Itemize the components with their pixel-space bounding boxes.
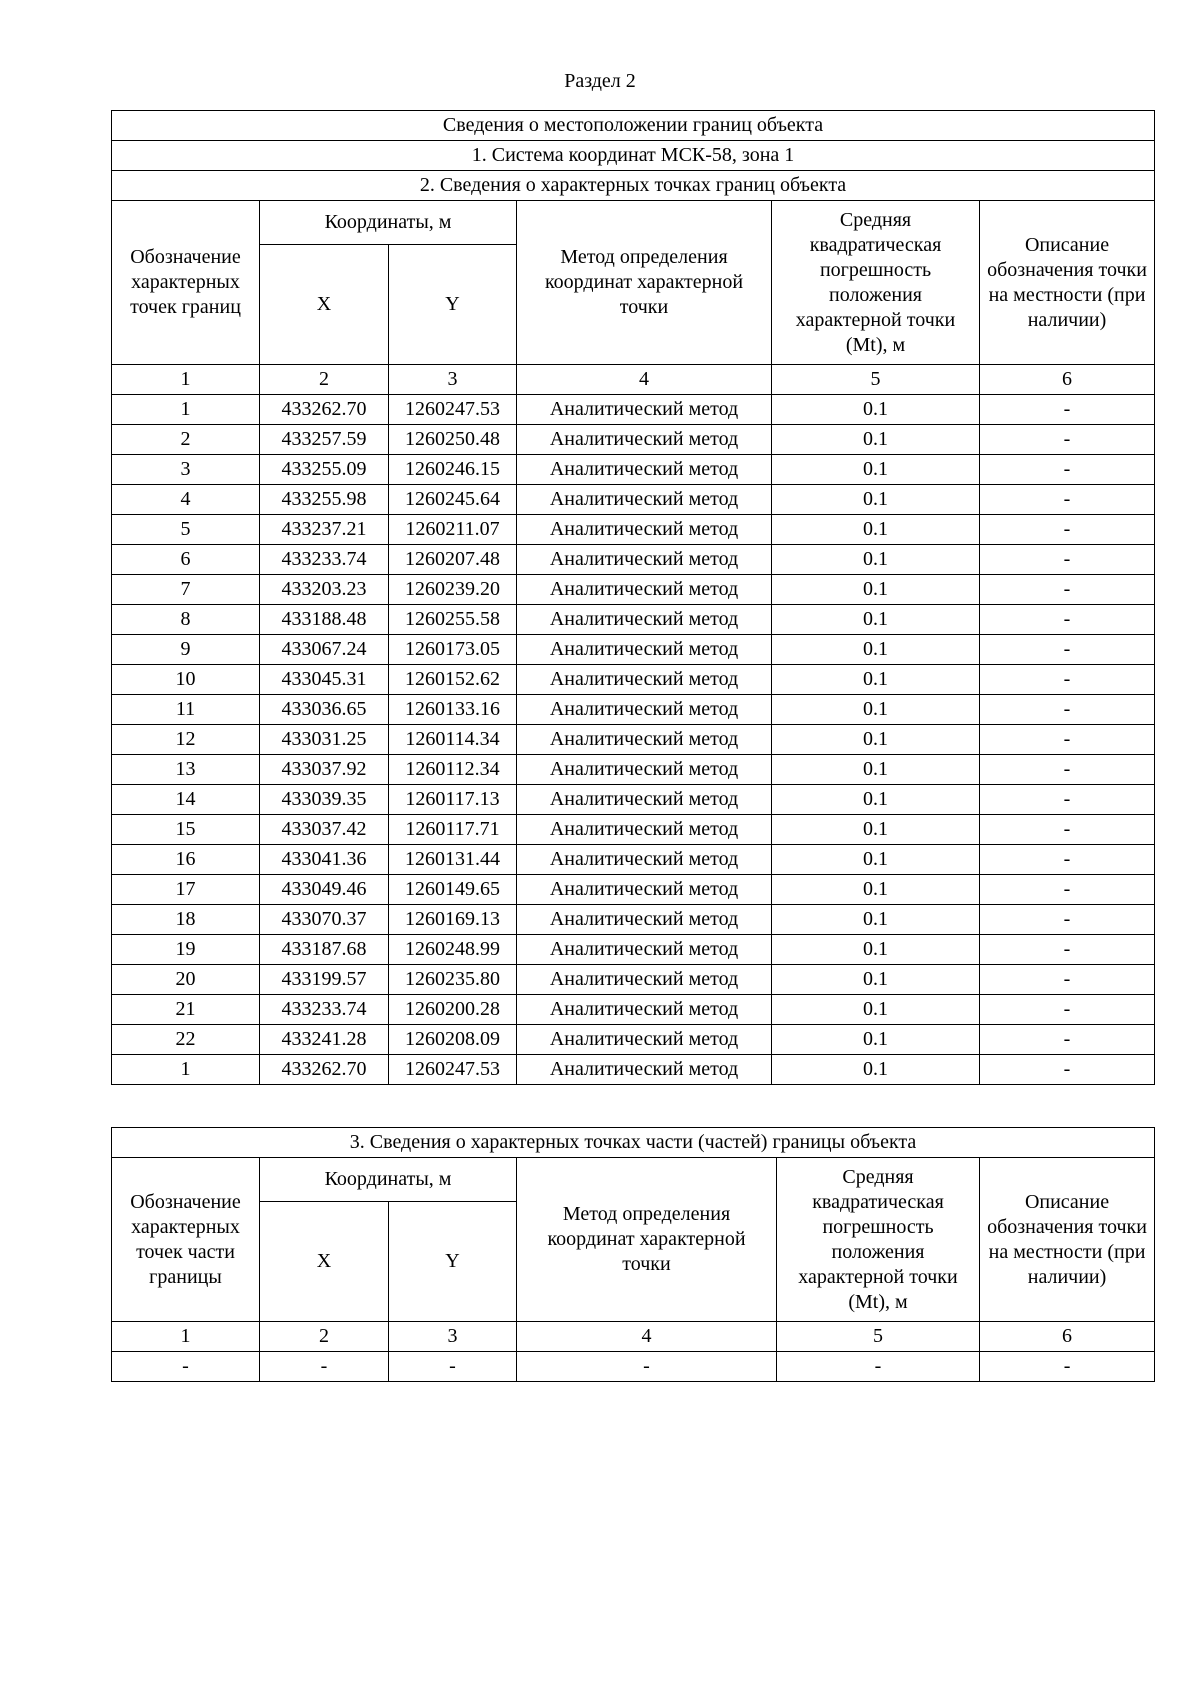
header-accuracy: Средняя квадратическая погрешность положения характерной точки (Mt), м [772,201,980,365]
method-cell: Аналитический метод [517,755,772,785]
table-row [112,635,1155,665]
description-cell: - [980,995,1155,1025]
point-id-cell: 2 [112,425,260,455]
column-number: 1 [112,365,260,395]
column-number: 4 [517,1322,777,1352]
point-id-cell: 8 [112,605,260,635]
y-cell: - [389,1352,517,1382]
header-designation: Обозначение характерных точек границ [112,201,260,365]
description-cell: - [980,1025,1155,1055]
x-cell: 433187.68 [260,935,389,965]
x-cell: 433049.46 [260,875,389,905]
table-row [112,1025,1155,1055]
y-cell: 1260235.80 [389,965,517,995]
method-cell: Аналитический метод [517,425,772,455]
accuracy-cell: 0.1 [772,485,980,515]
x-cell: 433257.59 [260,425,389,455]
y-cell: 1260149.65 [389,875,517,905]
header-description: Описание обозначения точки на местности (при наличии) [980,1158,1155,1322]
method-cell: Аналитический метод [517,845,772,875]
column-number: 2 [260,1322,389,1352]
x-cell: 433203.23 [260,575,389,605]
table-row [112,875,1155,905]
column-number: 3 [389,365,517,395]
y-cell: 1260248.99 [389,935,517,965]
table-row [112,995,1155,1025]
header-accuracy: Средняя квадратическая погрешность положения характерной точки (Mt), м [777,1158,980,1322]
description-cell: - [980,875,1155,905]
point-id-cell: 14 [112,785,260,815]
description-cell: - [980,815,1155,845]
point-id-cell: 6 [112,545,260,575]
y-cell: 1260246.15 [389,455,517,485]
points-title: 2. Сведения о характерных точках границ объекта [112,171,1155,201]
method-cell: Аналитический метод [517,905,772,935]
point-id-cell: 16 [112,845,260,875]
table-row [112,515,1155,545]
y-cell: 1260239.20 [389,575,517,605]
y-cell: 1260247.53 [389,1055,517,1085]
y-cell: 1260133.16 [389,695,517,725]
table-row [112,695,1155,725]
accuracy-cell: 0.1 [772,965,980,995]
x-cell: 433241.28 [260,1025,389,1055]
header-x: X [260,1202,389,1322]
description-cell: - [980,605,1155,635]
point-id-cell: 7 [112,575,260,605]
description-cell: - [980,935,1155,965]
x-cell: 433037.92 [260,755,389,785]
accuracy-cell: 0.1 [772,875,980,905]
column-number: 4 [517,365,772,395]
table-row [112,485,1155,515]
column-numbers-row [112,1322,1155,1352]
point-id-cell: 12 [112,725,260,755]
description-cell: - [980,455,1155,485]
method-cell: Аналитический метод [517,575,772,605]
accuracy-cell: 0.1 [772,815,980,845]
method-cell: Аналитический метод [517,395,772,425]
table-row [112,785,1155,815]
method-cell: Аналитический метод [517,725,772,755]
x-cell: 433262.70 [260,1055,389,1085]
column-number: 5 [777,1322,980,1352]
description-cell: - [980,665,1155,695]
y-cell: 1260255.58 [389,605,517,635]
table-row [112,755,1155,785]
column-number: 6 [980,365,1155,395]
x-cell: 433031.25 [260,725,389,755]
column-number: 5 [772,365,980,395]
description-cell: - [980,515,1155,545]
y-cell: 1260114.34 [389,725,517,755]
x-cell: 433233.74 [260,545,389,575]
method-cell: Аналитический метод [517,605,772,635]
table-row [112,965,1155,995]
y-cell: 1260152.62 [389,665,517,695]
description-cell: - [980,845,1155,875]
accuracy-cell: 0.1 [772,995,980,1025]
accuracy-cell: 0.1 [772,665,980,695]
method-cell: Аналитический метод [517,875,772,905]
header-method: Метод определения координат характерной точки [517,1158,777,1322]
method-cell: - [517,1352,777,1382]
x-cell: 433255.98 [260,485,389,515]
accuracy-cell: - [777,1352,980,1382]
x-cell: 433041.36 [260,845,389,875]
accuracy-cell: 0.1 [772,935,980,965]
description-cell: - [980,695,1155,725]
table-row [112,605,1155,635]
x-cell: 433262.70 [260,395,389,425]
point-id-cell: 21 [112,995,260,1025]
y-cell: 1260112.34 [389,755,517,785]
description-cell: - [980,905,1155,935]
x-cell: 433045.31 [260,665,389,695]
point-id-cell: 22 [112,1025,260,1055]
accuracy-cell: 0.1 [772,695,980,725]
description-cell: - [980,545,1155,575]
table-row [112,665,1155,695]
header-y: Y [389,245,517,365]
accuracy-cell: 0.1 [772,785,980,815]
y-cell: 1260247.53 [389,395,517,425]
method-cell: Аналитический метод [517,665,772,695]
table-row [112,1055,1155,1085]
y-cell: 1260169.13 [389,905,517,935]
x-cell: 433237.21 [260,515,389,545]
column-number: 3 [389,1322,517,1352]
method-cell: Аналитический метод [517,1055,772,1085]
point-id-cell: 9 [112,635,260,665]
point-id-cell: 3 [112,455,260,485]
point-id-cell: 1 [112,1055,260,1085]
description-cell: - [980,425,1155,455]
y-cell: 1260208.09 [389,1025,517,1055]
table-row [112,845,1155,875]
method-cell: Аналитический метод [517,1025,772,1055]
x-cell: 433037.42 [260,815,389,845]
y-cell: 1260117.13 [389,785,517,815]
description-cell: - [980,965,1155,995]
point-id-cell: 18 [112,905,260,935]
accuracy-cell: 0.1 [772,425,980,455]
accuracy-cell: 0.1 [772,605,980,635]
column-number: 6 [980,1322,1155,1352]
table-row [112,725,1155,755]
partial-boundary-table [111,1127,1155,1382]
x-cell: 433039.35 [260,785,389,815]
y-cell: 1260131.44 [389,845,517,875]
partial-points-title: 3. Сведения о характерных точках части (частей) границы объекта [112,1128,1155,1158]
point-id-cell: 19 [112,935,260,965]
column-number: 2 [260,365,389,395]
method-cell: Аналитический метод [517,515,772,545]
y-cell: 1260245.64 [389,485,517,515]
x-cell: 433036.65 [260,695,389,725]
y-cell: 1260117.71 [389,815,517,845]
accuracy-cell: 0.1 [772,455,980,485]
description-cell: - [980,395,1155,425]
section-title: Раздел 2 [564,70,636,92]
y-cell: 1260207.48 [389,545,517,575]
table-row [112,575,1155,605]
table-row [112,1352,1155,1382]
accuracy-cell: 0.1 [772,515,980,545]
point-id-cell: - [112,1352,260,1382]
header-designation: Обозначение характерных точек части границы [112,1158,260,1322]
table-row [112,545,1155,575]
method-cell: Аналитический метод [517,485,772,515]
point-id-cell: 13 [112,755,260,785]
x-cell: 433255.09 [260,455,389,485]
method-cell: Аналитический метод [517,545,772,575]
header-y: Y [389,1202,517,1322]
method-cell: Аналитический метод [517,815,772,845]
table-row [112,935,1155,965]
column-numbers-row [112,365,1155,395]
header-coordinates: Координаты, м [260,1158,517,1202]
x-cell: 433070.37 [260,905,389,935]
table-row [112,905,1155,935]
table-row [112,395,1155,425]
point-id-cell: 4 [112,485,260,515]
header-coordinates: Координаты, м [260,201,517,245]
accuracy-cell: 0.1 [772,395,980,425]
method-cell: Аналитический метод [517,455,772,485]
coordinate-system: 1. Система координат МСК-58, зона 1 [112,141,1155,171]
point-id-cell: 1 [112,395,260,425]
header-method: Метод определения координат характерной точки [517,201,772,365]
method-cell: Аналитический метод [517,635,772,665]
y-cell: 1260250.48 [389,425,517,455]
table-row [112,455,1155,485]
table-row [112,425,1155,455]
description-cell: - [980,1352,1155,1382]
header-x: X [260,245,389,365]
description-cell: - [980,725,1155,755]
method-cell: Аналитический метод [517,965,772,995]
point-id-cell: 5 [112,515,260,545]
point-id-cell: 20 [112,965,260,995]
y-cell: 1260211.07 [389,515,517,545]
method-cell: Аналитический метод [517,695,772,725]
accuracy-cell: 0.1 [772,545,980,575]
method-cell: Аналитический метод [517,935,772,965]
x-cell: - [260,1352,389,1382]
x-cell: 433188.48 [260,605,389,635]
description-cell: - [980,1055,1155,1085]
header-description: Описание обозначения точки на местности (при наличии) [980,201,1155,365]
description-cell: - [980,755,1155,785]
x-cell: 433199.57 [260,965,389,995]
accuracy-cell: 0.1 [772,635,980,665]
point-id-cell: 11 [112,695,260,725]
description-cell: - [980,485,1155,515]
description-cell: - [980,785,1155,815]
accuracy-cell: 0.1 [772,725,980,755]
x-cell: 433233.74 [260,995,389,1025]
accuracy-cell: 0.1 [772,755,980,785]
y-cell: 1260200.28 [389,995,517,1025]
point-id-cell: 10 [112,665,260,695]
accuracy-cell: 0.1 [772,905,980,935]
table-caption: Сведения о местоположении границ объекта [112,111,1155,141]
accuracy-cell: 0.1 [772,1025,980,1055]
accuracy-cell: 0.1 [772,845,980,875]
method-cell: Аналитический метод [517,785,772,815]
table-row [112,815,1155,845]
boundary-table [111,110,1155,1085]
point-id-cell: 17 [112,875,260,905]
accuracy-cell: 0.1 [772,575,980,605]
point-id-cell: 15 [112,815,260,845]
column-number: 1 [112,1322,260,1352]
description-cell: - [980,635,1155,665]
method-cell: Аналитический метод [517,995,772,1025]
accuracy-cell: 0.1 [772,1055,980,1085]
y-cell: 1260173.05 [389,635,517,665]
description-cell: - [980,575,1155,605]
x-cell: 433067.24 [260,635,389,665]
